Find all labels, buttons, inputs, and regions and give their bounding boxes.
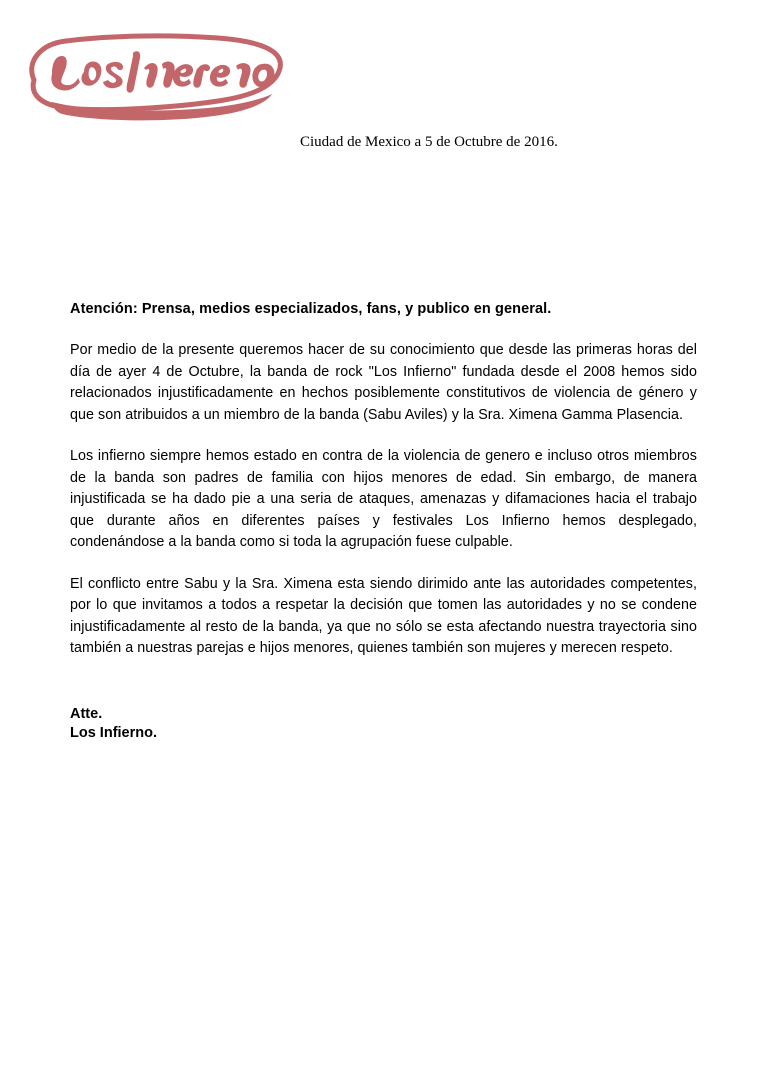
signoff-line-1: Atte. (70, 706, 103, 722)
paragraph-3: El conflicto entre Sabu y la Sra. Ximena esta siendo dirimido ante las autoridades competentes, por lo que invitamos a todos a respetar la decisión que tomen las autoridades y no se condene injustificadamente al resto de la banda, ya que no sólo se esta afectando nuestra trayectoria sino también a nuestras parejas e hijos menores, quienes también son mujeres y merecen respeto. (70, 575, 697, 656)
paragraph-1: Por medio de la presente queremos hacer de su conocimiento que desde las primeras horas del día de ayer 4 de Octubre, la banda de rock "Los Infierno" fundada desde el 2008 hemos sido relacionados injustificadamente en hechos posiblemente constitutivos de violencia de género y que son atribuidos a un miembro de la banda (Sabu Aviles) y la Sra. Ximena Gamma Plasencia. (70, 342, 697, 423)
paragraph-2: Los infierno siempre hemos estado en contra de la violencia de genero e incluso otros miembros de la banda son padres de familia con hijos menores de edad. Sin embargo, de manera injustificada se ha dado pie a una seria de ataques, amenazas y difamaciones hacia el trabajo que durante años en diferentes países y festivales Los Infierno hemos desplegado, condenándose a la banda como si toda la agrupación fuese culpable. (70, 448, 697, 550)
letter-body (70, 300, 697, 660)
los-infierno-logo-icon (22, 22, 290, 132)
band-logo (22, 22, 290, 132)
salutation: Atención: Prensa, medios especializados, fans, y publico en general. (70, 301, 552, 317)
signoff (70, 705, 157, 743)
signoff-line-2: Los Infierno. (70, 725, 157, 741)
date-line: Ciudad de Mexico a 5 de Octubre de 2016. (300, 134, 558, 150)
